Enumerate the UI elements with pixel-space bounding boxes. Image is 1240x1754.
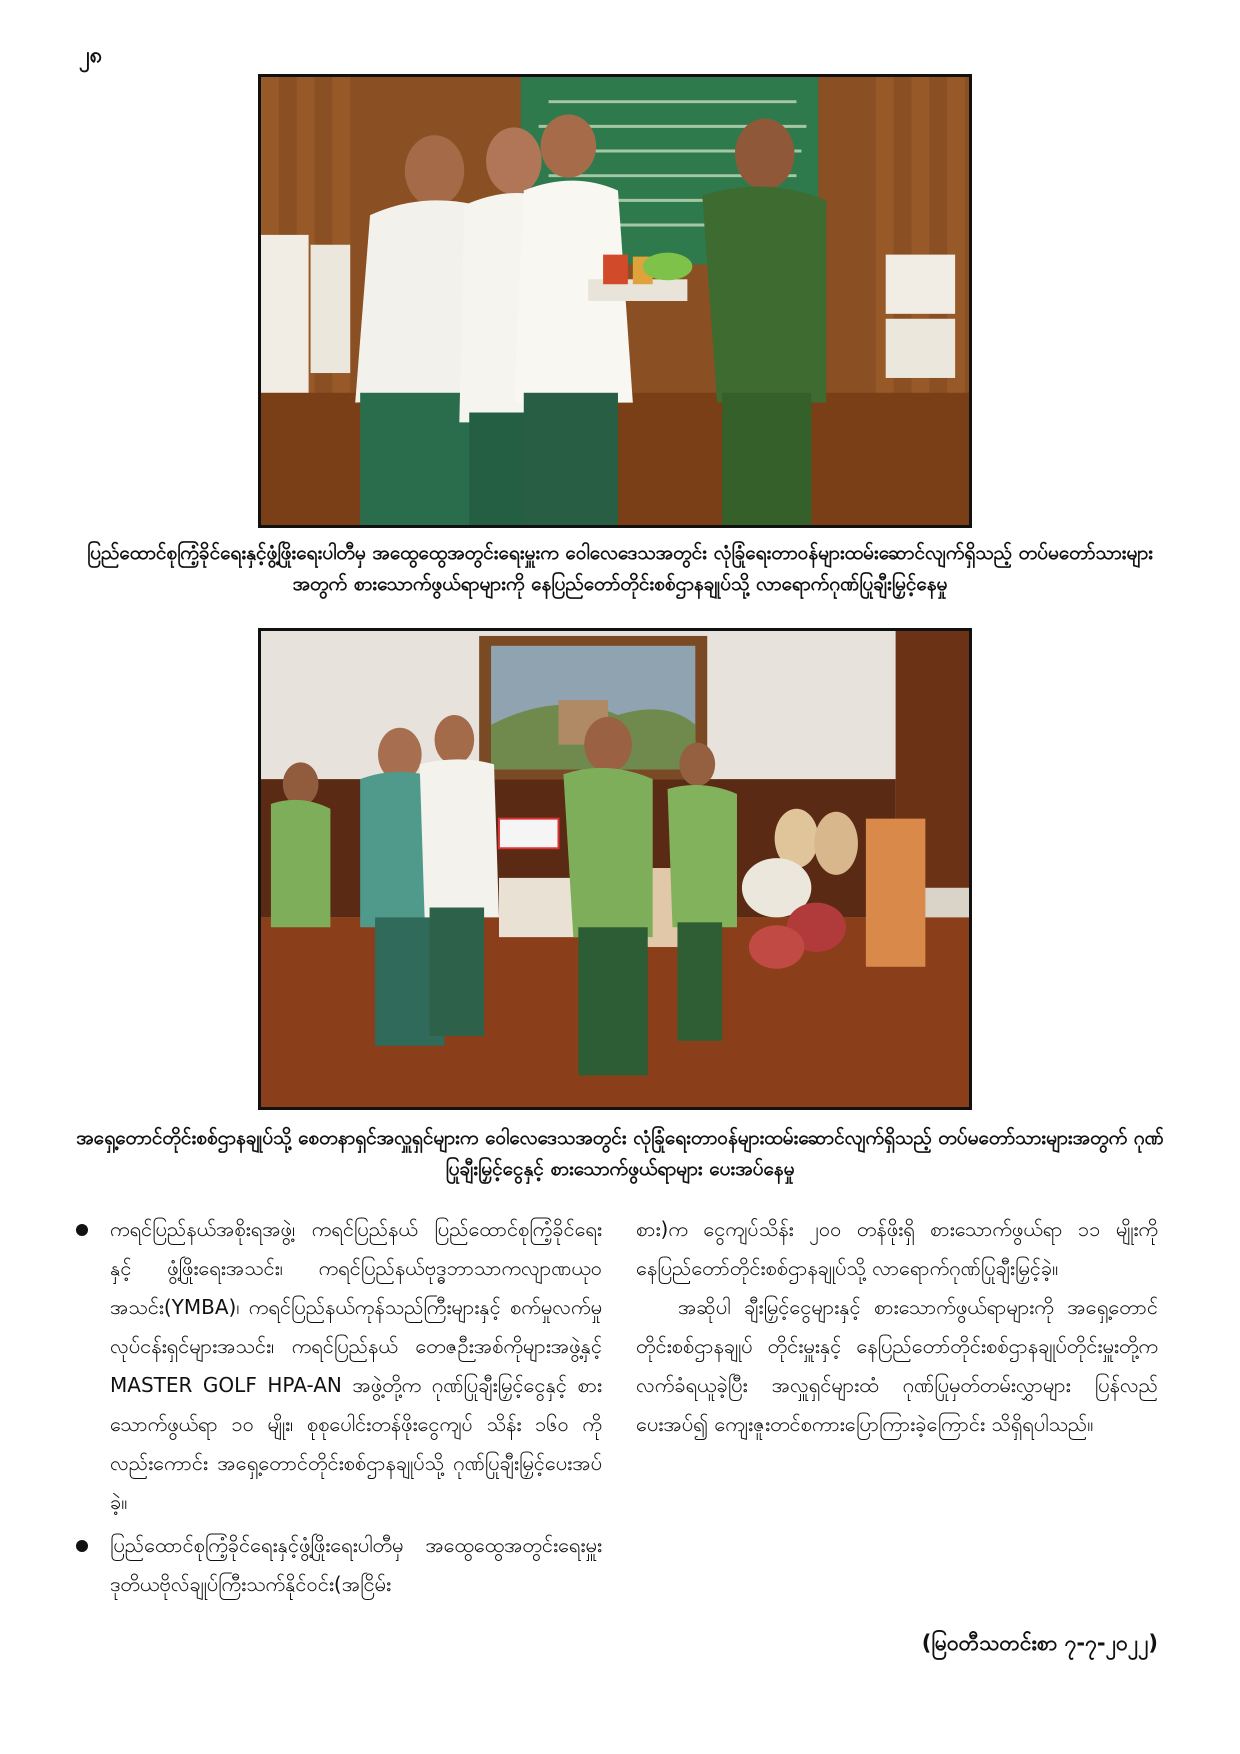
bullet-item [70, 1526, 602, 1604]
article-right-column [636, 1210, 1158, 1444]
page-number: ၂၈ [79, 43, 103, 68]
photo-donation-illustration [261, 631, 969, 1107]
paragraph: စား)က ငွေကျပ်သိန်း ၂၀၀ တန်ဖိုးရှိ စားသောက်ဖွယ်ရာ ၁၁ မျိုးကို နေပြည်တော်တိုင်းစစ်ဌာနချုပ်သို့ လာရောက်ဂုဏ်ပြုချီးမြှင့်ခဲ့။ [636, 1217, 1158, 1280]
photo-donation-ceremony [258, 628, 972, 1110]
source-citation: (မြဝတီသတင်းစာ ၇-၇-၂၀၂၂) [921, 1631, 1158, 1655]
paragraph: အဆိုပါ ချီးမြှင့်ငွေများနှင့် စားသောက်ဖွယ်ရာများကို အရှေ့တောင်တိုင်းစစ်ဌာနချုပ် တိုင်းမှူးနှင့် နေပြည်တော်တိုင်းစစ်ဌာနချုပ်တိုင်းမှူးတို့က လက်ခံရယူခဲ့ပြီး အလှူရှင်များထံ ဂုဏ်ပြုမှတ်တမ်းလွှာများ ပြန်လည်ပေးအပ်၍ ကျေးဇူးတင်စကားပြောကြားခဲ့ကြောင်း သိရှိရပါသည်။ [636, 1295, 1158, 1436]
photo-caption-2: အရှေ့တောင်တိုင်းစစ်ဌာနချုပ်သို့ စေတနာရှင်အလှူရှင်များက ဝေါလေဒေသအတွင်း လုံခြုံရေးတာဝန်များထမ်းဆောင်လျက်ရှိသည့် တပ်မတော်သားများအတွက် ဂုဏ်ပြုချီးမြှင့်ငွေနှင့် စားသောက်ဖွယ်ရာများ ပေးအပ်နေမှု [76, 1127, 1164, 1180]
bullet-text: ကရင်ပြည်နယ်အစိုးရအဖွဲ့၊ ကရင်ပြည်နယ် ပြည်ထောင်စုကြံ့ခိုင်ရေးနှင့် ဖွံ့ဖြိုးရေးအသင်း၊ ကရင်ပြည်နယ်ဗုဒ္ဓဘာသာကလျာဏယုဝအသင်း(YMBA)၊ ကရင်ပြည်နယ်ကုန်သည်ကြီးများနှင့် စက်မှုလက်မှုလုပ်ငန်းရှင်များအသင်း၊ ကရင်ပြည်နယ် တေဇဉီးအစ်ကိုများအဖွဲ့နှင့် MASTER GOLF HPA-AN အဖွဲ့တို့က ဂုဏ်ပြုချီးမြှင့်ငွေနှင့် စားသောက်ဖွယ်ရာ ၁၀ မျိုး၊ စုစုပေါင်းတန်ဖိုးငွေကျပ် သိန်း ၁၆၀ ကိုလည်းကောင်း အရှေ့တောင်တိုင်းစစ်ဌာနချုပ်သို့ ဂုဏ်ပြုချီးမြှင့်ပေးအပ်ခဲ့။ [110, 1217, 602, 1514]
bullet-text: ပြည်ထောင်စုကြံ့ခိုင်ရေးနှင့်ဖွံ့ဖြိုးရေးပါတီမှ အထွေထွေအတွင်းရေးမှူး ဒုတိယဗိုလ်ချုပ်ကြီးသက်နိုင်ဝင်း(အငြိမ်း [110, 1533, 602, 1596]
photo-handover-illustration [261, 77, 969, 525]
bullet-icon [76, 1540, 88, 1552]
article-left-column [70, 1210, 602, 1608]
bullet-icon [76, 1224, 88, 1236]
photo-caption-1: ပြည်ထောင်စုကြံ့ခိုင်ရေးနှင့်ဖွံ့ဖြိုးရေးပါတီမှ အထွေထွေအတွင်းရေးမှူးက ဝေါလေဒေသအတွင်း လုံခြုံရေးတာဝန်များထမ်းဆောင်လျက်ရှိသည့် တပ်မတော်သားများအတွက် စားသောက်ဖွယ်ရာများကို နေပြည်တော်တိုင်းစစ်ဌာနချုပ်သို့ လာရောက်ဂုဏ်ပြုချီးမြှင့်နေမှု [86, 542, 1153, 595]
bullet-item [70, 1210, 602, 1522]
photo-handover-ceremony [258, 74, 972, 528]
